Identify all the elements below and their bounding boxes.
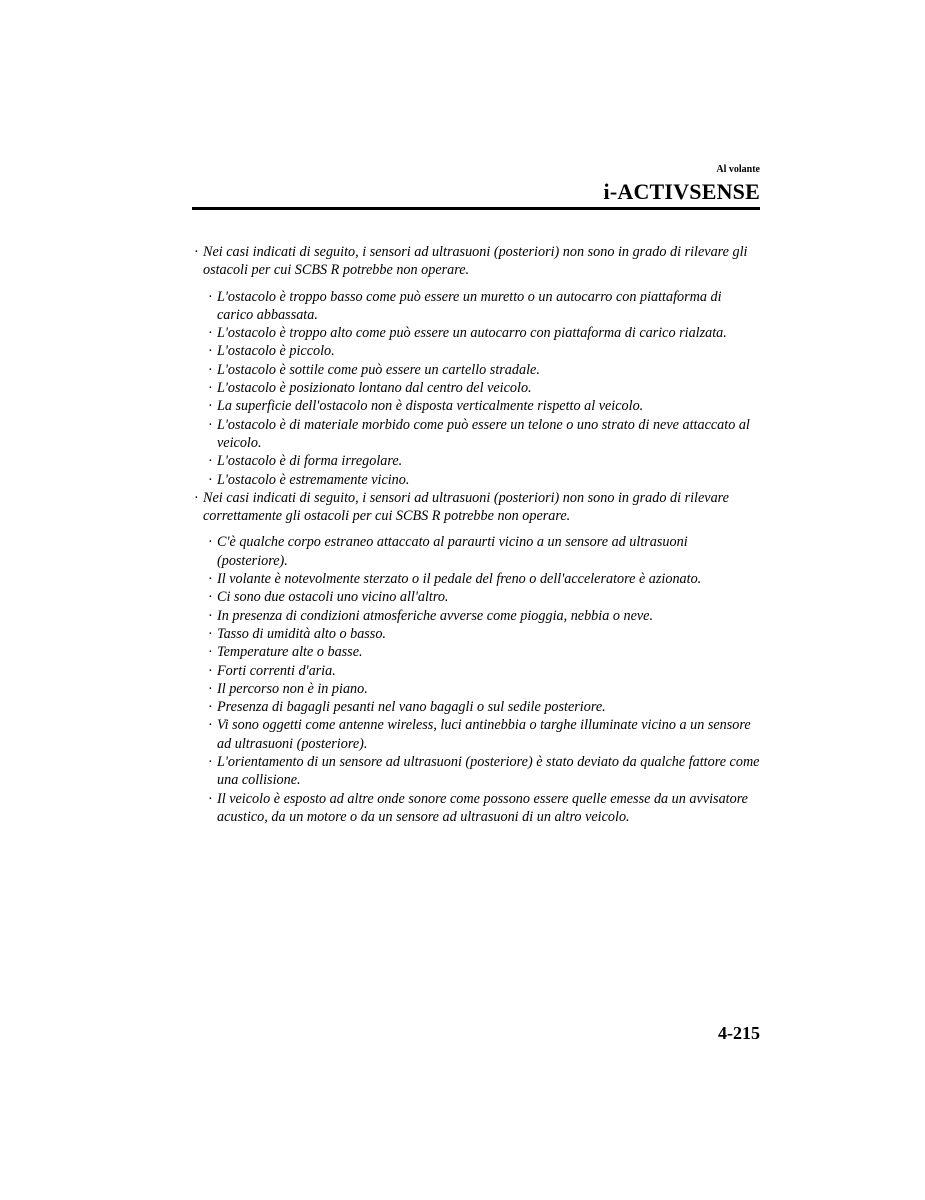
bullet-icon: · [208, 589, 213, 606]
bullet-icon: · [208, 288, 213, 305]
list-item-text: L'orientamento di un sensore ad ultrasuoni (posteriore) è stato deviato da qualche fattore come una collisione. [217, 754, 760, 789]
list-item-text: L'ostacolo è di materiale morbido come può essere un telone o uno strato di neve attaccato al veicolo. [217, 416, 750, 451]
bullet-icon: · [208, 790, 213, 807]
list-item-text: L'ostacolo è troppo basso come può essere un muretto o un autocarro con piattaforma di carico abbassata. [217, 288, 722, 323]
bullet-icon: · [208, 680, 213, 697]
list-item [208, 588, 760, 606]
condition-list [194, 533, 760, 826]
list-item [208, 753, 760, 790]
page-header [192, 163, 760, 205]
bullet-icon: · [208, 416, 213, 433]
list-item-text: In presenza di condizioni atmosferiche avverse come pioggia, nebbia o neve. [217, 607, 654, 624]
bullet-icon: · [194, 244, 199, 260]
list-item-text: Tasso di umidità alto o basso. [217, 625, 386, 642]
list-item [208, 397, 760, 415]
bullet-icon: · [208, 471, 213, 488]
list-item [208, 533, 760, 570]
list-item-text: Il volante è notevolmente sterzato o il pedale del freno o dell'acceleratore è azionato. [217, 571, 702, 588]
bullet-icon: · [208, 644, 213, 661]
bullet-icon: · [208, 343, 213, 360]
list-item [208, 662, 760, 680]
list-item-text: Forti correnti d'aria. [217, 662, 336, 679]
list-item [208, 471, 760, 489]
list-item-text: C'è qualche corpo estraneo attaccato al paraurti vicino a un sensore ad ultrasuoni (posteriore). [217, 534, 688, 569]
list-item [208, 416, 760, 453]
condition-list [194, 288, 760, 489]
bullet-icon: · [208, 398, 213, 415]
bullet-icon: · [208, 571, 213, 588]
list-item [208, 361, 760, 379]
list-item [208, 288, 760, 325]
list-item [208, 570, 760, 588]
page-number: 4-215 [718, 1023, 760, 1043]
body-content [194, 243, 760, 826]
list-item-text: Presenza di bagagli pesanti nel vano bagagli o sul sedile posteriore. [217, 699, 606, 716]
bullet-icon: · [208, 453, 213, 470]
list-item [208, 790, 760, 827]
list-item-text: Il veicolo è esposto ad altre onde sonore come possono essere quelle emesse da un avvisatore acustico, da un motore o da un sensore ad ultrasuoni di un altro veicolo. [217, 790, 748, 825]
list-item [208, 643, 760, 661]
list-item [208, 342, 760, 360]
bullet-icon: · [208, 717, 213, 734]
bullet-icon: · [208, 534, 213, 551]
list-item [208, 716, 760, 753]
list-item-text: L'ostacolo è di forma irregolare. [217, 453, 403, 470]
page-title: i-ACTIVSENSE [603, 179, 760, 204]
bullet-icon: · [208, 325, 213, 342]
list-item-text: Ci sono due ostacoli uno vicino all'altro. [217, 589, 449, 606]
bullet-icon: · [208, 662, 213, 679]
bullet-icon: · [208, 625, 213, 642]
group-lead [194, 243, 760, 280]
bullet-icon: · [194, 489, 199, 506]
list-item-text: Vi sono oggetti come antenne wireless, luci antinebbia o targhe illuminate vicino a un sensore ad ultrasuoni (posteriore). [217, 717, 751, 752]
list-item-text: Il percorso non è in piano. [217, 680, 368, 697]
bullet-icon: · [208, 361, 213, 378]
list-item-text: L'ostacolo è troppo alto come può essere un autocarro con piattaforma di carico rialzata. [217, 325, 727, 342]
bullet-icon: · [208, 607, 213, 624]
group-lead-text: Nei casi indicati di seguito, i sensori ad ultrasuoni (posteriori) non sono in grado di rilevare correttamente gli ostacoli per cui SCBS R potrebbe non operare. [203, 489, 729, 525]
list-item [208, 452, 760, 470]
list-item-text: L'ostacolo è sottile come può essere un cartello stradale. [217, 361, 540, 378]
section-label: Al volante [716, 164, 760, 175]
list-item-text: Temperature alte o basse. [217, 644, 363, 661]
header-divider [192, 207, 760, 210]
list-item [208, 379, 760, 397]
list-item [208, 607, 760, 625]
condition-group-1 [194, 243, 760, 489]
group-lead [194, 489, 760, 526]
list-item [208, 625, 760, 643]
list-item-text: La superficie dell'ostacolo non è disposta verticalmente rispetto al veicolo. [217, 398, 644, 415]
bullet-icon: · [208, 380, 213, 397]
list-item-text: L'ostacolo è posizionato lontano dal centro del veicolo. [217, 380, 532, 397]
list-item [208, 324, 760, 342]
list-item-text: L'ostacolo è piccolo. [217, 343, 335, 360]
bullet-icon: · [208, 754, 213, 771]
list-item-text: L'ostacolo è estremamente vicino. [217, 471, 410, 488]
list-item [208, 698, 760, 716]
condition-group-2 [194, 489, 760, 826]
group-lead-text: Nei casi indicati di seguito, i sensori ad ultrasuoni (posteriori) non sono in grado di rilevare gli ostacoli per cui SCBS R potrebbe non operare. [203, 244, 748, 279]
list-item [208, 680, 760, 698]
bullet-icon: · [208, 699, 213, 716]
